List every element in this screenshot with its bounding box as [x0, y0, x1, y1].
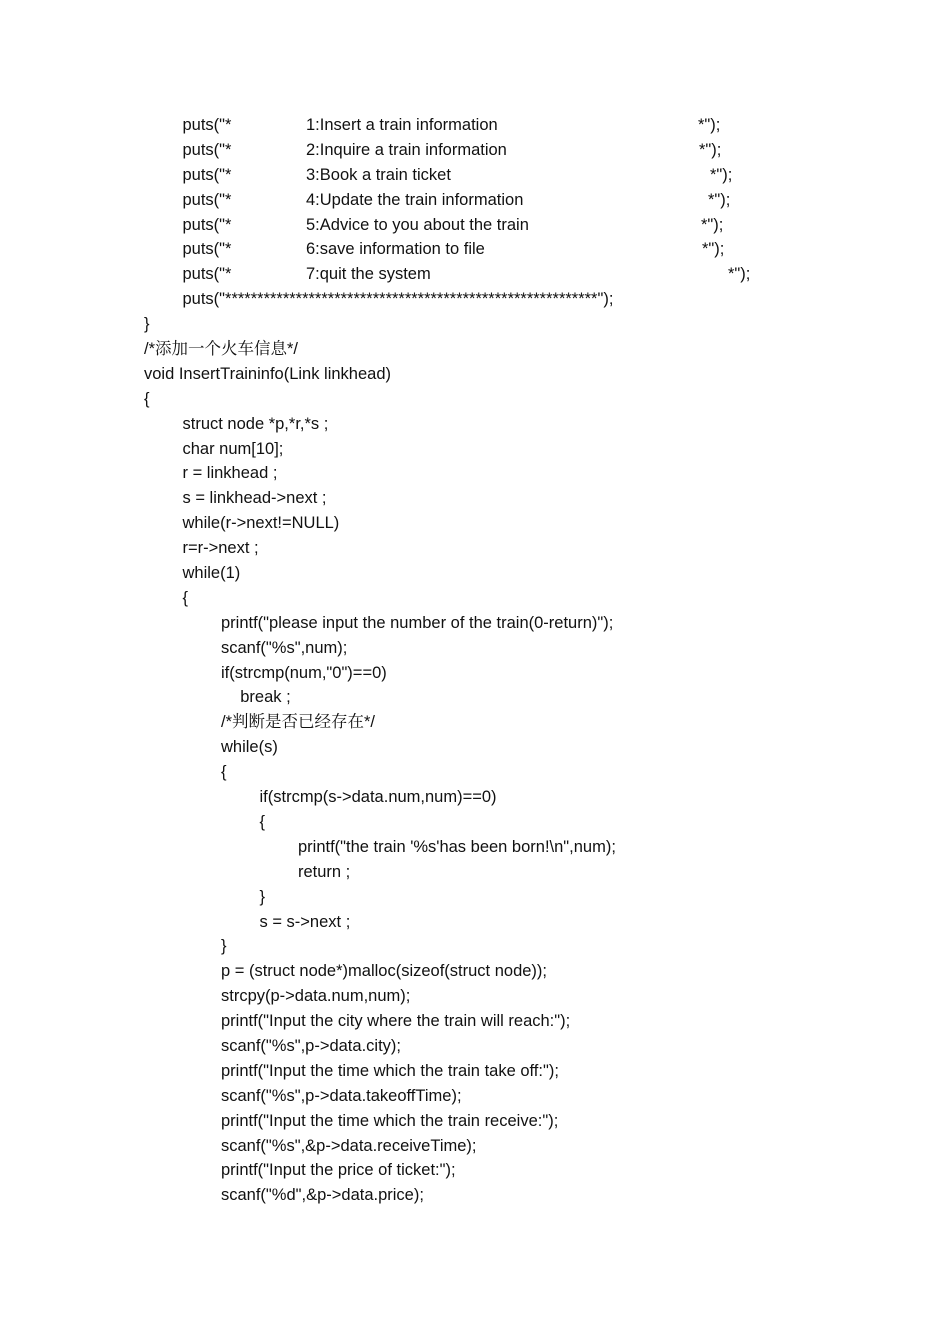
code-line: [0, 959, 950, 984]
code-text: printf("Input the city where the train will reach:");: [221, 1012, 571, 1031]
code-text: {: [221, 763, 227, 782]
code-text: scanf("%s",&p->data.receiveTime);: [221, 1136, 477, 1155]
code-text: }: [259, 887, 266, 906]
code-line: [0, 636, 950, 661]
code-line: [0, 188, 950, 213]
menu-option-text: 4:Update the train information: [306, 190, 524, 209]
code-text: puts("*: [182, 265, 232, 284]
code-line: [0, 1059, 950, 1084]
code-text: /*添加一个火车信息*/: [144, 340, 299, 359]
code-text: r = linkhead ;: [182, 464, 278, 483]
code-text: r=r->next ;: [182, 539, 259, 558]
code-line: [0, 237, 950, 262]
code-line: [0, 934, 950, 959]
code-line: [0, 1109, 950, 1134]
code-line: [0, 735, 950, 760]
code-listing: [0, 113, 950, 1208]
code-line: [0, 437, 950, 462]
code-text: {: [144, 389, 150, 408]
code-line: [0, 561, 950, 586]
code-text: scanf("%d",&p->data.price);: [221, 1186, 424, 1205]
code-text: printf("Input the time which the train take off:");: [221, 1061, 559, 1080]
code-text: struct node *p,*r,*s ;: [182, 414, 329, 433]
code-text: puts("*: [182, 215, 232, 234]
code-line: [0, 910, 950, 935]
code-line: [0, 1084, 950, 1109]
menu-line-end: *");: [702, 240, 725, 259]
code-line: [0, 1009, 950, 1034]
code-line: [0, 387, 950, 412]
code-text: char num[10];: [182, 439, 284, 458]
code-line: [0, 1134, 950, 1159]
code-text: s = linkhead->next ;: [182, 489, 327, 508]
menu-line-end: *");: [708, 190, 731, 209]
code-line: [0, 287, 950, 312]
code-line: [0, 138, 950, 163]
menu-line-end: *");: [699, 140, 722, 159]
code-text: {: [182, 588, 189, 607]
code-line: [0, 1034, 950, 1059]
code-text: puts("*: [182, 165, 232, 184]
code-text: if(strcmp(num,"0")==0): [221, 663, 387, 682]
code-line: [0, 835, 950, 860]
code-line: [0, 312, 950, 337]
code-text: scanf("%s",p->data.city);: [221, 1036, 401, 1055]
code-text: scanf("%s",num);: [221, 638, 348, 657]
code-text: puts("*: [182, 116, 232, 134]
menu-option-text: 5:Advice to you about the train: [306, 215, 529, 234]
code-text: while(s): [221, 738, 278, 757]
code-line: [0, 213, 950, 238]
code-text: {: [259, 812, 266, 831]
code-line: [0, 586, 950, 611]
code-line: [0, 536, 950, 561]
code-line: [0, 1183, 950, 1208]
code-line: [0, 611, 950, 636]
code-line: [0, 113, 950, 138]
menu-option-text: 3:Book a train ticket: [306, 165, 451, 184]
code-text: while(1): [182, 564, 241, 583]
code-line: [0, 661, 950, 686]
code-text: strcpy(p->data.num,num);: [221, 987, 411, 1006]
code-text: void InsertTraininfo(Link linkhead): [144, 364, 392, 383]
code-text: while(r->next!=NULL): [182, 514, 340, 533]
code-line: [0, 860, 950, 885]
code-line: [0, 710, 950, 735]
code-line: [0, 511, 950, 536]
code-line: [0, 412, 950, 437]
menu-option-text: 1:Insert a train information: [306, 116, 498, 134]
code-text: scanf("%s",p->data.takeoffTime);: [221, 1086, 462, 1105]
code-line: [0, 486, 950, 511]
code-text: puts("*: [182, 190, 232, 209]
code-text: return ;: [298, 862, 351, 881]
code-text: puts("**********************************************************");: [182, 290, 614, 309]
code-text: }: [221, 937, 227, 956]
menu-option-text: 2:Inquire a train information: [306, 140, 507, 159]
code-text: }: [144, 315, 150, 334]
code-line: [0, 461, 950, 486]
menu-option-text: 7:quit the system: [306, 265, 431, 284]
code-text: printf("Input the time which the train receive:");: [221, 1111, 559, 1130]
code-text: puts("*: [182, 240, 232, 259]
menu-option-text: 6:save information to file: [306, 240, 485, 259]
menu-line-end: *");: [701, 215, 724, 234]
code-line: [0, 1158, 950, 1183]
code-line: [0, 810, 950, 835]
menu-line-end: *");: [710, 165, 733, 184]
menu-line-end: *");: [698, 116, 721, 134]
code-text: printf("please input the number of the train(0-return)");: [221, 613, 614, 632]
code-line: [0, 337, 950, 362]
code-text: if(strcmp(s->data.num,num)==0): [259, 788, 497, 807]
code-line: [0, 760, 950, 785]
code-text: p = (struct node*)malloc(sizeof(struct node));: [221, 962, 547, 981]
code-line: [0, 262, 950, 287]
code-text: printf("Input the price of ticket:");: [221, 1161, 456, 1180]
code-text: s = s->next ;: [259, 912, 351, 931]
code-text: /*判断是否已经存在*/: [221, 713, 376, 732]
code-line: [0, 163, 950, 188]
code-line: [0, 362, 950, 387]
code-line: [0, 785, 950, 810]
code-text: puts("*: [182, 140, 232, 159]
code-text: printf("the train '%s'has been born!\n",num);: [298, 837, 616, 856]
code-line: [0, 885, 950, 910]
code-line: [0, 685, 950, 710]
menu-line-end: *");: [728, 265, 751, 284]
code-text: break ;: [240, 688, 291, 707]
code-line: [0, 984, 950, 1009]
